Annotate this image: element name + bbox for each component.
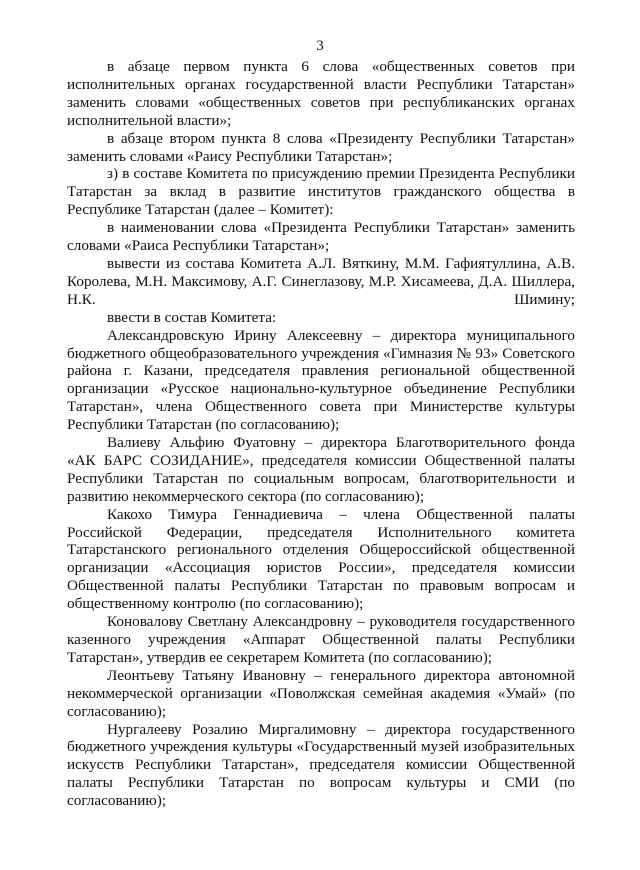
document-body xyxy=(67,58,575,810)
paragraph-1: в абзаце первом пункта 6 слова «общественных советов при исполнительных органах государственной власти Республики Татарстан» заменить словами «общественных советов при республиканских органах исполнительной власти»; xyxy=(67,58,575,129)
paragraph-9: Какохо Тимура Геннадиевича – члена Общественной палаты Российской Федерации, председателя Исполнительного комитета Татарстанского регионального отделения Общероссийской общественной организации «Ассоциация юристов России», председателя комиссии Общественной палаты Республики Татарстан по правовым вопросам и общественному контролю (по согласованию); xyxy=(67,505,575,613)
paragraph-2: в абзаце втором пункта 8 слова «Президенту Республики Татарстан» заменить словами «Раису Республики Татарстан»; xyxy=(67,129,575,165)
page-number: 3 xyxy=(316,38,324,54)
paragraph-10: Коновалову Светлану Александровну – руководителя государственного казенного учреждения «Аппарат Общественной палаты Республики Татарстан», утвердив ее секретарем Комитета (по согласованию); xyxy=(67,613,575,666)
paragraph-3: з) в составе Комитета по присуждению премии Президента Республики Татарстан за вклад в развитие институтов гражданского общества в Республике Татарстан (далее – Комитет): xyxy=(67,165,575,219)
paragraph-8: Валиеву Альфию Фуатовну – директора Благотворительного фонда «АК БАРС СОЗИДАНИЕ», председателя комиссии Общественной палаты Республики Татарстан по социальным вопросам, благотворительности и развитию некоммерческого сектора (по согласованию); xyxy=(67,434,575,505)
paragraph-4: в наименовании слова «Президента Республики Татарстан» заменить словами «Раиса Республики Татарстан»; xyxy=(67,219,575,255)
paragraph-7: Александровскую Ирину Алексеевну – директора муниципального бюджетного общеобразовательного учреждения «Гимназия № 93» Советского района г. Казани, председателя правления региональной общественной организации «Русское национально-культурное объединение Республики Татарстан», члена Общественного совета при Министерстве культуры Республики Татарстан (по согласованию); xyxy=(67,326,575,434)
paragraph-6: ввести в состав Комитета: xyxy=(107,308,277,326)
paragraph-5: вывести из состава Комитета А.Л. Вяткину, М.М. Гафиятуллина, А.В. Королева, М.Н. Максимову, А.Г. Синеглазову, М.Р. Хисамеева, Д.А. Шиллера, Н.К. Шимину; xyxy=(67,254,575,308)
paragraph-12: Нургалееву Розалию Миргалимовну – директора государственного бюджетного учреждения культуры «Государственный музей изобразительных искусств Республики Татарстан», председателя комиссии Общественной палаты Республики Татарстан по вопросам культуры и СМИ (по согласованию); xyxy=(67,720,575,810)
paragraph-11: Леонтьеву Татьяну Ивановну – генерального директора автономной некоммерческой организации «Поволжская семейная академия «Умай» (по согласованию); xyxy=(67,666,575,720)
